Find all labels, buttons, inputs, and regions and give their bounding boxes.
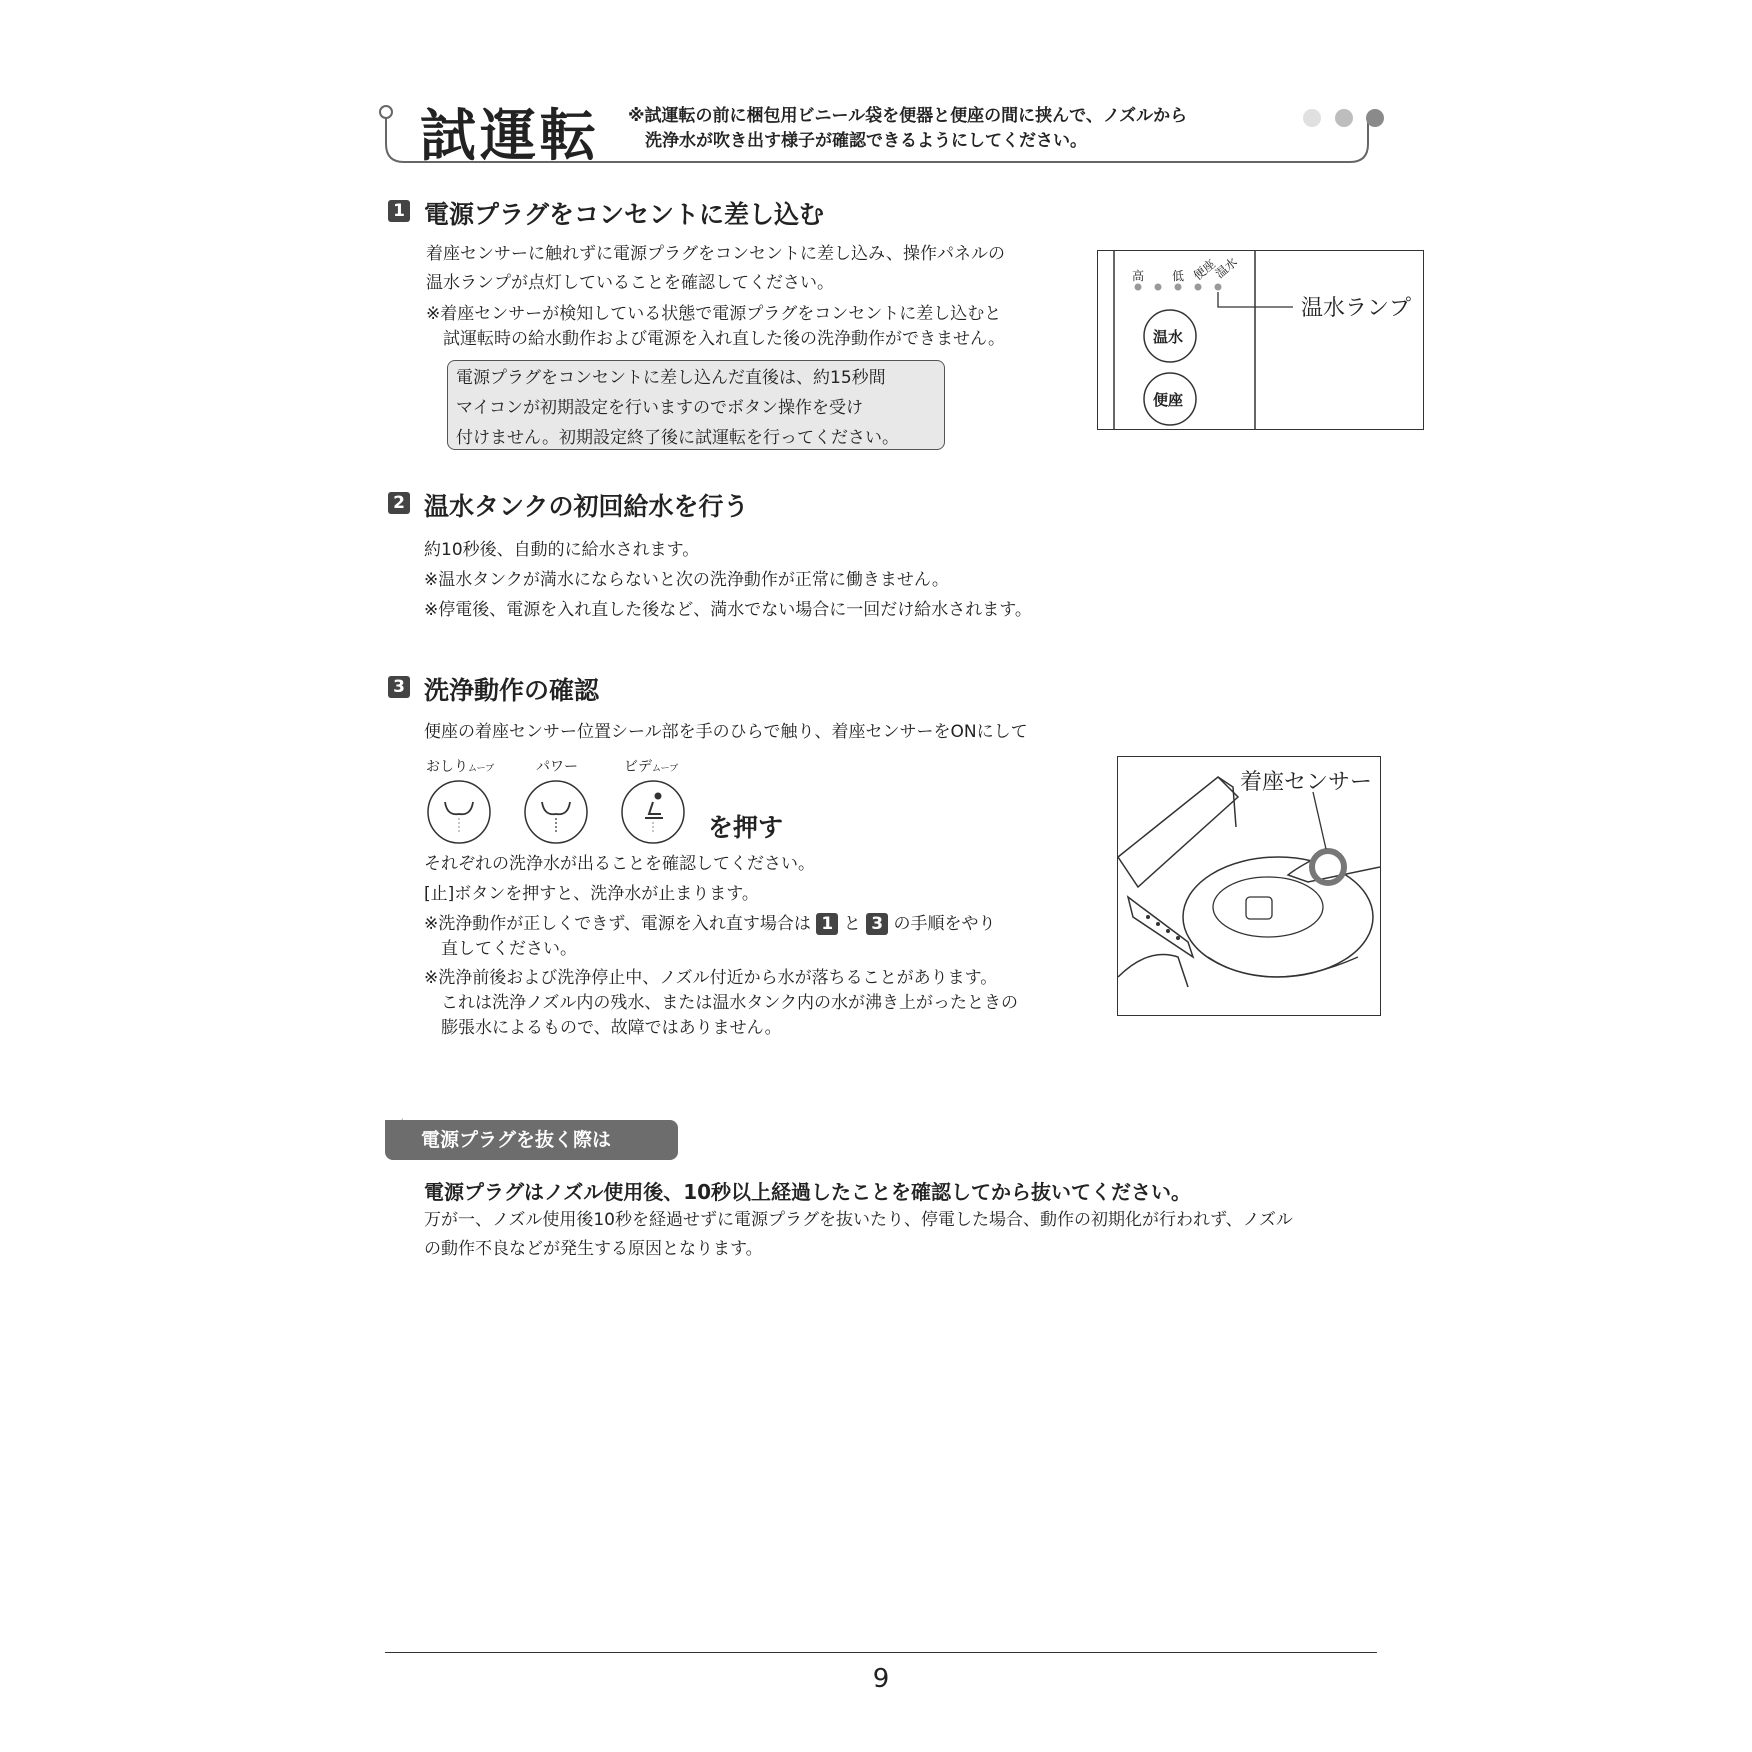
seat-sensor-label: 着座センサー: [1240, 770, 1373, 795]
step2-number: 2: [388, 492, 410, 514]
step1-number: 1: [388, 200, 410, 222]
unplug-section-label: 電源プラグを抜く際は: [385, 1120, 678, 1160]
unplug-text: 万が一、ノズル使用後10秒を経過せずに電源プラグを抜いたり、停電した場合、動作の初期化が行われず、ノズル の動作不良などが発生する原因となります。: [424, 1210, 1293, 1259]
step3-note-2: ※洗浄前後および洗浄停止中、ノズル付近から水が落ちることがあります。 これは洗浄ノズル内の残水、または温水タンク内の水が沸き上がったときの 膨張水によるもので、故障ではありません。: [424, 968, 1018, 1038]
label-oshiri: おしりムーブ: [426, 759, 495, 775]
press-label: を押す: [708, 813, 784, 842]
title-note: ※試運転の前に梱包用ビニール袋を便器と便座の間に挟んで、ノズルから 洗浄水が吹き出す様子が確認できるようにしてください。: [628, 106, 1188, 151]
step2-line-2: ※温水タンクが満水にならないと次の洗浄動作が正常に働きません。: [424, 570, 949, 590]
oshiri-button-icon: [428, 781, 490, 843]
step2-line-1: 約10秒後、自動的に給水されます。: [424, 540, 700, 560]
button-warm-water: 温水: [1153, 328, 1184, 346]
step3-intro: 便座の着座センサー位置シール部を手のひらで触り、着座センサーをONにして: [424, 722, 1028, 742]
progress-dot-3: [1366, 109, 1384, 127]
progress-dot-2: [1335, 109, 1353, 127]
power-button-icon: [525, 781, 587, 843]
lamp-label-low: 低: [1172, 269, 1185, 283]
step2-line-3: ※停電後、電源を入れ直した後など、満水でない場合に一回だけ給水されます。: [424, 600, 1032, 620]
unplug-warning: 電源プラグはノズル使用後、10秒以上経過したことを確認してから抜いてください。: [424, 1180, 1192, 1204]
lamp-label-seat: 便座: [1190, 256, 1219, 283]
lamp-label-water: 温水: [1212, 254, 1241, 281]
control-panel-figure: [1097, 250, 1424, 430]
label-bidet: ビデムーブ: [624, 759, 679, 775]
step3-number: 3: [388, 676, 410, 698]
step3-note-1: ※洗浄動作が正しくできず、電源を入れ直す場合は 1 と 3 の手順をやり: [424, 914, 996, 934]
inline-step-1: 1: [816, 913, 838, 935]
callout-warm-water-lamp: 温水ランプ: [1301, 296, 1412, 321]
step3-note-1-cont: 直してください。: [424, 939, 577, 959]
footer-rule: [385, 1652, 1377, 1653]
step2-heading: 温水タンクの初回給水を行う: [424, 492, 749, 521]
control-panel-lines: [1098, 251, 1423, 429]
step3-heading: 洗浄動作の確認: [424, 676, 600, 705]
lamp-label-high: 高: [1132, 269, 1145, 283]
label-power: パワー: [536, 759, 578, 775]
inline-step-3: 3: [866, 913, 888, 935]
step1-note: ※着座センサーが検知している状態で電源プラグをコンセントに差し込むと 試運転時の給水動作および電源を入れ直した後の洗浄動作ができません。: [426, 304, 1006, 349]
page-number: 9: [872, 1664, 890, 1694]
step1-heading: 電源プラグをコンセントに差し込む: [424, 200, 825, 229]
step3-line-1: それぞれの洗浄水が出ることを確認してください。: [424, 854, 815, 874]
wash-buttons: [425, 778, 685, 846]
page-title: 試運転: [420, 104, 600, 169]
bidet-button-icon: [622, 781, 684, 843]
step1-info-box: 電源プラグをコンセントに差し込んだ直後は、約15秒間 マイコンが初期設定を行いますのでボタン操作を受け 付けません。初期設定終了後に試運転を行ってください。: [447, 360, 945, 450]
seat-sensor-figure: [1117, 756, 1381, 1016]
step1-text: 着座センサーに触れずに電源プラグをコンセントに差し込み、操作パネルの 温水ランプが点灯していることを確認してください。: [426, 244, 1006, 293]
step3-line-2: [止]ボタンを押すと、洗浄水が止まります。: [424, 884, 759, 904]
button-seat: 便座: [1153, 391, 1184, 409]
progress-dot-1: [1303, 109, 1321, 127]
